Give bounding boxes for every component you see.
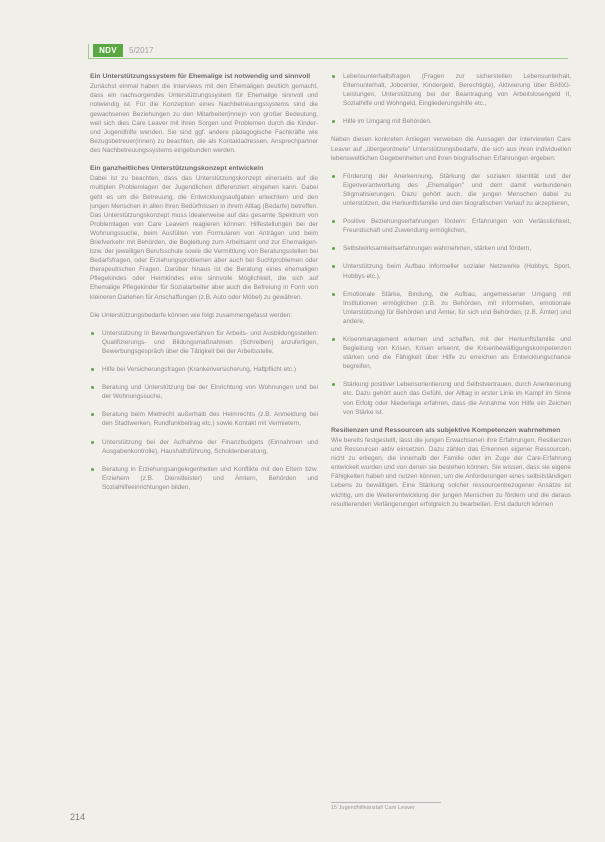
header-rule [88,58,568,59]
section-heading: Resilienzen und Ressourcen als subjektive Kompetenzen wahrnehmen [331,426,561,434]
right-column [331,72,571,518]
bullet-item: Hilfe im Umgang mit Behörden. [331,117,571,126]
issue-date: 5/2017 [129,46,154,55]
bullet-item: Unterstützung bei der Aufnahme der Finanzbudgets (Einnahmen und Ausgabenkontrolle), Haushaltsführung, Schuldenberatung, [90,438,318,456]
page-number: 214 [70,812,86,822]
section-heading: Ein ganzheitliches Unterstützungskonzept entwickeln [90,165,264,173]
bullet-item: Unterstützung beim Aufbau informeller sozialer Netzwerke (Hobbys, Sport, Hobbys etc.), [331,262,571,280]
bullet-item: Lebensunterhaltsfragen (Fragen zur sicherstellen Lebensunterhalt, Elternunterhalt, Jobcenter, Kindergeld, Berechtigte), Aktivierung über BAföG-Leistungen, Unterstützung bei der Beantragung von Arbeitslosengeld II, Sozialhilfe und Wohngeld, Eingliederungshilfe etc., [331,72,571,108]
body-paragraph: Die Unterstützungsbedarfe können wie folgt zusammengefasst werden: [90,311,293,319]
bullet-list [331,172,571,417]
bullet-item: Unterstützung in Bewerbungsverfahren für Arbeits- und Ausbildungsstellen: Qualifizierungs- und Bildungsmaßnahmen (Schreiben) anzufertigen, Bewerbungsgespräch über die Tätigkeit bei der Arbeitsstelle, [90,329,318,356]
body-paragraph: Zunächst einmal haben die Interviews mit den Ehemaligen deutlich gemacht, dass ein nachsorgendes Unterstützungssystem für Ehemalige sinnvoll und notwendig ist. Für die Konzeption eines Nachbetreuungssystems sind die gewachsenen Beziehungen zu den Mitarbeiter(inne)n von großer Bedeutung, weil sich dies Care Leaver mit ihren Sorgen und Problemen durch die Kinder- und Jugendhilfe wenden. Sie sind ggf. andere pädagogische Fachkräfte wie Bezugsbetreuer(innen) zu beachten, die als Kontaktadressen, Ansprechpartner des Nachbetreuungssystems eingebunden werden. [90,83,318,154]
header-tick [88,44,89,58]
bullet-list [331,72,571,126]
section-heading: Ein Unterstützungssystem für Ehemalige ist notwendig und sinnvoll [90,73,311,80]
bullet-item: Beratung in Erziehungsangelegenheiten und Konflikte mit den Eltern bzw. Erziehern (z.B. Dienstleister) und Ämtern, Behörden und Sozialhilfeeinrichtungen bilden, [90,465,318,492]
bullet-item: Beratung beim Mietrecht außerhalb des Heimrechts (z.B. Anmeldung bei den Stadtwerken, Rundfunkbeitrag etc.) sowie Kontakt mit Vermietern, [90,410,318,428]
left-column [90,72,318,501]
body-paragraph: Neben diesen konkreten Anliegen verweisen die Aussagen der interviewten Care Leaver auf „übergeordnete" Unterstützungsbedarfe, die sich aus ihren individuellen lebensweltlichen Gegebenheiten und ihren biografischen Erfahrungen ergeben: [331,136,571,162]
body-paragraph: Dabei ist zu beachten, dass das Unterstützungskonzept einerseits auf die multiplen Problemlagen der Jugendlichen differenziert eingehen kann. Dabei geht es um die Betreuung, die Entwicklungsaufgaben erleichtern und den jungen Menschen in allen ihren Bedürfnissen in ihrem Alltag (Bedarfe) betreffen. Das Unterstützungskonzept muss idealerweise auf das gesamte Spektrum von Problemlagen von Care Leavern reagieren können: Hilfestellungen bei der Wohnungssuche, beim Ausfüllen von Formularen von Anträgen und beim Briefverkehr mit Behörden, die Begleitung zum Arbeitsamt und zur Ehemaligen- bzw. der jeweiligen Berufsschule sowie die Vermittlung von Beratungsstellen bei Bedarfsfragen, oder Erziehungsproblemen aber auch bei Suchtproblemen oder therapeutischen Fragen. Darüber hinaus ist die Beratung eines ehemaligen Pflegekindes oder Heimkindes eine sinnvolle Möglichkeit, die sich auf Ehemalige Pflegekinder für Sozialarbeiter aber auch die Befreiung in Form von kleineren Darlehen für Anschaffungen (z.B. Auto oder Möbel) zu gewähren. [90,175,318,301]
bullet-item: Hilfe bei Versicherungsfragen (Krankenversicherung, Haftpflicht etc.) [90,365,318,374]
journal-badge: NDV [93,44,123,57]
footnote-rule [331,802,441,803]
bullet-list [90,329,318,492]
bullet-item: Emotionale Stärke, Bindung, die Aufbau, angemessener Umgang mit Institutionen ermöglichen (z.B. zu Behörden, mit informellen, emotionale Unterstützung) für Behörden und Ämter, für sich und Behörden, (z.B. Ämter) und andere, [331,290,571,326]
bullet-item: Positive Beziehungserfahrungen fördern: Erfahrungen von Verlässlichkeit, Freundschaft und Zuwendung ermöglichen, [331,217,571,235]
footnote: 15 Jugendhilfeanstalt Care Leaver [331,805,415,811]
bullet-item: Förderung der Anerkennung, Stärkung der sozialen Identität und der Eigenverantwortung des „Ehemaligen" und dem damit verbundenen Stigmatisierungen. Dazu gehört auch, die jungen Menschen dabei zu unterstützen, die Herkunftsfamilie und den biografischen Verlauf zu akzeptieren, [331,172,571,208]
bullet-item: Beratung und Unterstützung bei der Einrichtung von Wohnungen und bei der Wohnungssuche, [90,383,318,401]
page-header [88,44,568,58]
bullet-item: Selbstwirksamkeitserfahrungen wahrnehmen, stärken und fördern, [331,244,571,253]
body-paragraph: Wie bereits festgestellt, lässt die jungen Erwachsenen ihre Erfahrungen, Resilienzen und Ressourcen aktiv einsetzen. Dazu zählen das Erkennen eigener Ressourcen, nicht zu erliegen, die innerhalb der Familie oder im Zuge der Care-Erfahrung entwickelt wurden und von denen sie bestehen können. Sie wissen, dass sie eigene Fähigkeiten haben und nutzen können, um die Anforderungen eines selbstständigen Lebens zu bewältigen. Eine Stärkung solcher ressourcenbezogener Ansätze ist wichtig, um die Weiterentwicklung der jungen Menschen zu fördern und die daraus resultierenden Verlängerungen erfolgreich zu bearbeiten. Erst dadurch können [331,437,571,508]
bullet-item: Krisenmanagement erlernen und schaffen, mit der Herkunftsfamilie und Begleitung von Krisen, Krisen erkennt, die Krisenbewältigungskompetenzen stärken und die Fähigkeit über Hilfe zu erreichen als Entwicklungschance begreifen, [331,335,571,371]
bullet-item: Stärkung positiver Lebensorientierung und Selbstvertrauen, durch Anerkennung etc. Dazu gehört auch das Gefühl, der Alltag in erster Linie im Kampf im Sinne von Erfolg oder Niederlage erfahren, dass die Annahme von Hilfe ein Zeichen von Stärke ist. [331,380,571,416]
